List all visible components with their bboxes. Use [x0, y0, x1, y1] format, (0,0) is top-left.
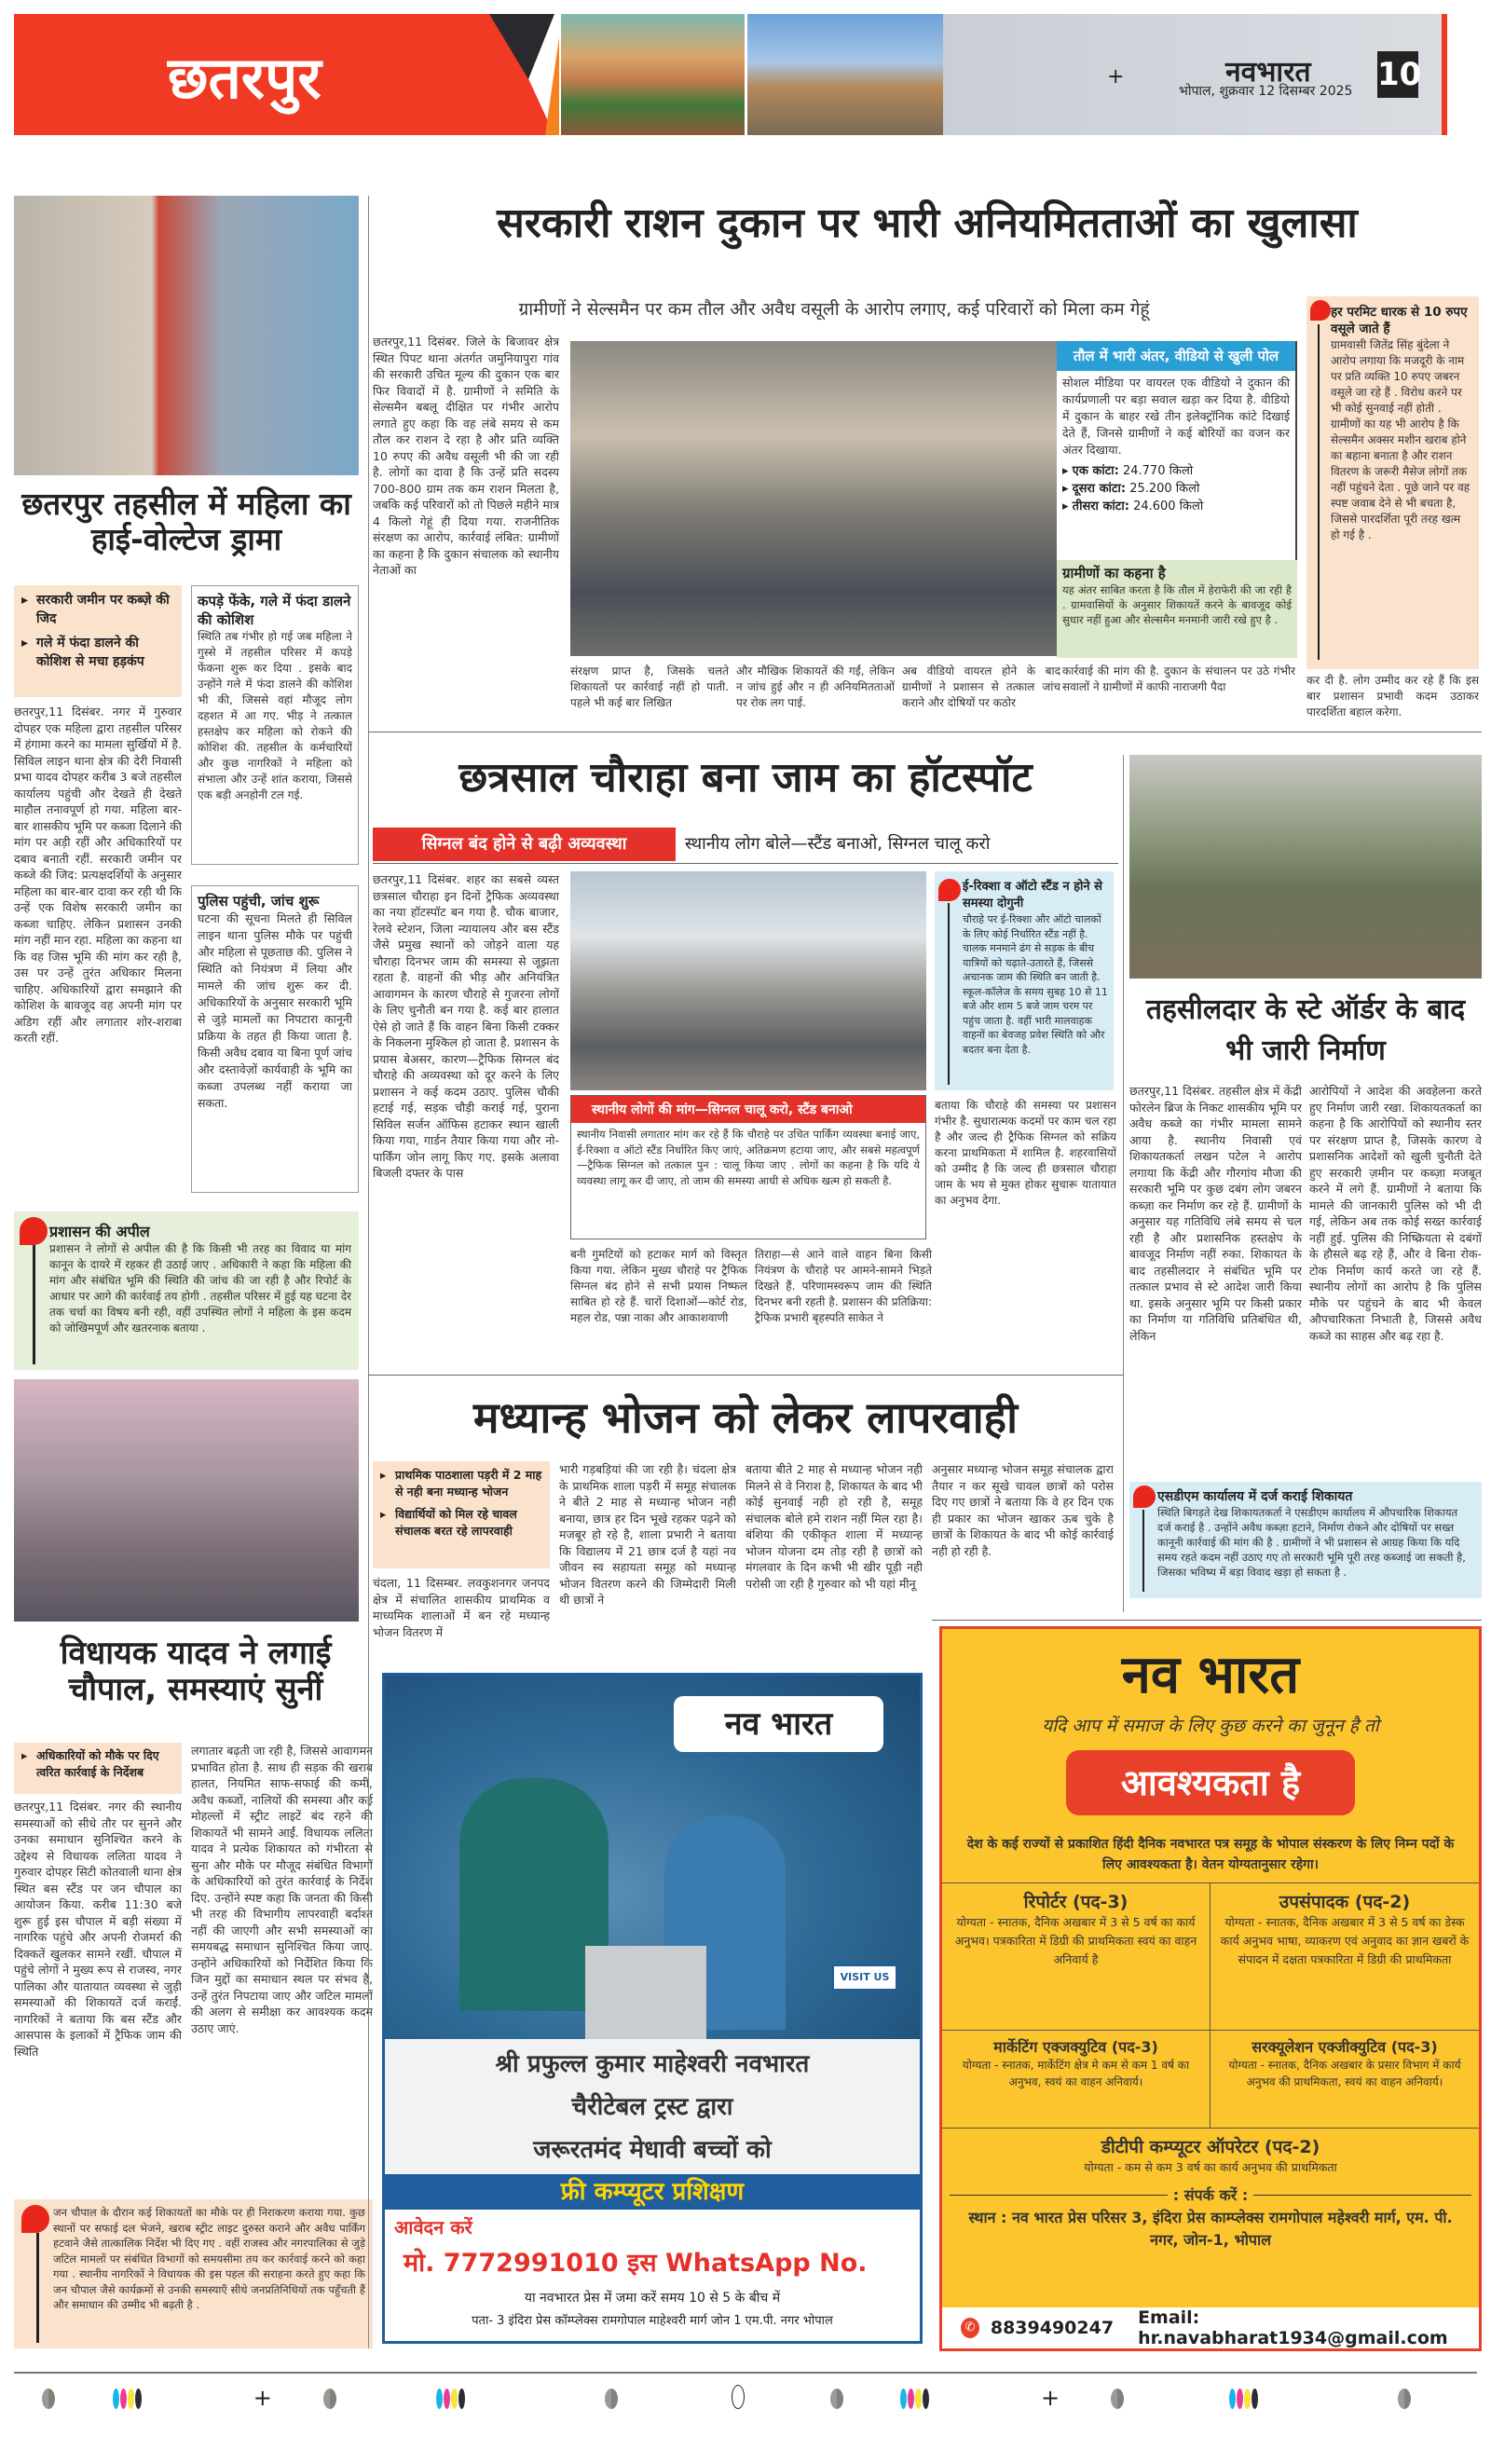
quote-rule	[948, 903, 950, 1085]
ration-body-3: और मौखिक शिकायतें की गईं, लेकिन न जांच हुई और न ही अनियमितताओं पर रोक लग पाई.	[736, 664, 895, 709]
tehsil-headline: छतरपुर तहसील में महिला का हाई-वोल्टेज ड्रामा	[21, 486, 351, 557]
reading-value: 24.770 किलो	[1122, 464, 1194, 478]
position-desc: योग्यता - स्नातक, मार्केटिंग क्षेत्र मे कम से कम 1 वर्ष का अनुभव, स्वयं का वाहन अनिवार्य।	[962, 2059, 1190, 2088]
column-rule	[1123, 755, 1124, 1612]
position-card	[942, 2031, 1211, 2129]
tehsil-photo	[14, 196, 359, 475]
position-title: रिपोर्टर (पद-3)	[1023, 1892, 1129, 1912]
position-desc: योग्यता - स्नातक, दैनिक अखबार के प्रसार विभाग में कार्य अनुभव की प्राथमिकता, स्वयं का वाहन अनिवार्य।	[1228, 2059, 1461, 2088]
traffic-side-box	[935, 871, 1114, 1090]
reading-row: ▸ एक कांटा: 24.770 किलो	[1062, 464, 1194, 478]
position-title: डीटीपी कम्प्यूटर ऑपरेटर (पद-2)	[1101, 2137, 1320, 2157]
masthead-edge	[1442, 14, 1447, 135]
bullet-item: ▸ गले में फंदा डालने की कोशिश से मचा हड़कंप	[21, 634, 174, 671]
position-title: मार्केटिंग एक्जक्युटिव (पद-3)	[993, 2038, 1158, 2056]
bullet-item: ▸ प्राथमिक पाठशाला पड़री में 2 माह से नही बना मध्यान्ह भोजन	[380, 1467, 542, 1500]
position-title: सरक्यूलेशन एक्जीक्युटिव (पद-3)	[1252, 2038, 1438, 2056]
registration-target-icon	[732, 2385, 745, 2409]
ad-logo: नव भारत	[1121, 1645, 1300, 1705]
traffic-body-1: छतरपुर,11 दिसंबर. शहर का सबसे व्यस्त छत्रसाल चौराहा इन दिनों ट्रैफिक अव्यवस्था का नया हॉटस्पॉट बन गया है. चौक बाजार, रेलवे स्टेशन, जिला न्यायालय और बस स्टैंड जैसे प्रमुख स्थानों को जोड़ने वाला यह चौराहा दिनभर जाम की समस्या से जूझता रहता है. वाहनों की भीड़ और अनियंत्रित आवागमन के कारण चौराहे से गुजरना लोगों के लिए चुनौती बन गया है. कई बार हालात ऐसे हो जाते हैं कि वाहन बिना किसी टक्कर के निकलना मुश्किल हो जाता है. प्रशासन के प्रयास बेअसर, कारण—ट्रैफिक सिग्नल बंद चौराहे की अव्यवस्था को दूर करने के लिए प्रशासन ने कई कदम उठाए. पुलिस चौकी हटाई गई, सड़क चौड़ी कराई गई, पुराना सिविल सर्जन ऑफिस हटाकर स्थान खाली किया गया, गार्डन तैयार किया गया और नो-पार्किंग जोन लागू किए गए. इसके अलावा बिजली दफ्तर के पास	[373, 872, 559, 1180]
contact-label: : संपर्क करें :	[1172, 2186, 1249, 2204]
ration-headline: सरकारी राशन दुकान पर भारी अनियमितताओं का खुलासा	[497, 199, 1358, 247]
print-registration-bar	[0, 2381, 1491, 2418]
masthead-background	[943, 14, 1442, 135]
bullet-item: ▸ सरकारी जमीन पर कब्ज़े की जिद	[21, 591, 174, 628]
position-desc: योग्यता - कम से कम 3 वर्ष का कार्य अनुभव की प्राथमिकता	[1084, 2160, 1337, 2174]
reading-label: दूसरा कांटा:	[1072, 482, 1127, 496]
box-title: हर परमिट धारक से 10 रुपए वसूले जाते हैं	[1331, 305, 1468, 336]
laptop-image	[585, 1946, 706, 2039]
midday-bullets	[373, 1461, 550, 1568]
registration-cross-icon: +	[253, 2385, 272, 2411]
contact-divider	[942, 2183, 1479, 2207]
registration-color-dot	[915, 2389, 922, 2409]
chaupal-bullet-box	[14, 1743, 182, 1794]
bullet-item: ▸ विद्यार्थियों को मिल रहे चावल संचालक बरत रहे लापरवाही	[380, 1506, 542, 1540]
traffic-photo	[570, 871, 926, 1090]
divider	[373, 863, 1118, 864]
quote-text: जन चौपाल के दौरान कई शिकायतों का मौके पर ही निराकरण कराया गया. कुछ स्थानों पर सफाई दल भेजने, खराब स्ट्रीट लाइट दुरुस्त कराने और अवैध पार्किंग हटवाने जैसे तात्कालिक निर्देश भी दिए गए . वहीं राजस्व और नगरपालिका से जुड़े जटिल मामलों पर संबंधित विभागों को समयसीमा तय कर कार्रवाई करने को कहा गया . स्थानीय नागरिकों ने विधायक की इस पहल की सराहना करते हुए कहा कि जन चौपाल जैसे कार्यक्रमों से उनकी समस्याएँ सीधे जनप्रतिनिधियों तक पहुँचती हैं और समाधान की उम्मीद भी बढ़ती है .	[53, 2206, 365, 2311]
address-info: पता- 3 इंदिरा प्रेस कॉम्प्लेक्स रामगोपाल माहेश्वरी मार्ग जोन 1 एम.पी. नगर भोपाल	[472, 2314, 833, 2328]
traffic-body-2: बनी गुमटियों को हटाकर मार्ग को विस्तृत किया गया. लेकिन मुख्य चौराहे पर ट्रैफिक सिग्नल बंद होने से सभी प्रयास निष्फल साबित हो रहे हैं. चारों दिशाओं—कोर्ट रोड, महल रोड, पन्ना नाका और आकाशवाणी	[570, 1248, 747, 1324]
tehsil-bullets	[14, 585, 182, 697]
midday-body-3: अनुसार मध्यान्ह भोजन समूह संचालक द्वारा तैयार न कर सूखे चावल छात्रों को परोस दिए गए छात्रों ने बताया कि वे हर दिन एक ही प्रकार का भोजन खाकर ऊब चुके है छात्रों के शिकायत के बाद भी कोई कार्रवाई नही हो रही है.	[932, 1462, 1114, 1558]
box-text: स्थानीय निवासी लगातार मांग कर रहे हैं कि चौराहे पर उचित पार्किंग व्यवस्था बनाई जाए, ई-रिक्शा व ऑटो स्टैंड निर्धारित किए जाएं, अतिक्रमण हटाया जाए, और सबसे महत्वपूर्ण—ट्रैफिक सिग्नल को तत्काल पुन : चालू किया जाए . लोगों का कहना है कि यदि ये व्यवस्था लागू कर दी जाए, तो जाम की समस्या आधी से अधिक खत्म हो सकती है.	[577, 1128, 920, 1187]
midday-headline: मध्यान्ह भोजन को लेकर लापरवाही	[473, 1392, 1018, 1443]
construction-sdm-box	[1129, 1482, 1482, 1598]
chaupal-headline: विधायक यादव ने लगाई चौपाल, समस्याएं सुनीं	[60, 1635, 332, 1709]
section-title: छतरपुर	[168, 44, 321, 112]
construction-body-1: छतरपुर,11 दिसंबर. तहसील क्षेत्र में केंद्री फोरलेन ब्रिज के निकट शासकीय भूमि पर अवैध कब्जे का गंभीर मामला सामने आया है. स्थानीय निवासी एवं शिकायतकर्ता लखन पटेल ने आरोप लगाया कि केंद्री और गौरगांय मौजा की सरकारी भूमि पर कुछ दबंग लोग जबरन कब्ज़ा कर निर्माण कर रहे हैं. ग्रामीणों के अनुसार यह गतिविधि लंबे समय से चल रही है और प्रशासनिक हस्तक्षेप के बावजूद निर्माण नहीं रुका. शिकायत के बाद तहसीलदार ने संबंधित भूमि पर तत्काल प्रभाव से स्टे आदेश जारी किया था. इसके अनुसार भूमि पर किसी प्रकार का निर्माण या गतिविधि प्रतिबंधित थी, लेकिन	[1129, 1084, 1302, 1343]
registration-color-dot	[436, 2389, 443, 2409]
box-text: यह अंतर साबित करता है कि तौल में हेराफेरी की जा रही है . ग्रामवासियों के अनुसार शिकायतें करने के बावजूद कोई सुधार नहीं हुआ और सेल्समैन मनमानी जारी रखे हुए है .	[1062, 583, 1292, 626]
box-text: सोशल मीडिया पर वायरल एक वीडियो ने दुकान की कार्यप्रणाली पर बड़ा सवाल खड़ा कर दिया है. वीडियो में दुकान के बाहर रखे तीन इलेक्ट्रॉनिक कांटे दिखाई देते हैं, जिनसे ग्रामीणों ने कई बोरियों का वजन कर अंतर दिखाया.	[1062, 376, 1290, 457]
position-desc: योग्यता - स्नातक, दैनिक अखबार में 3 से 5 वर्ष का कार्य अनुभव। पत्रकारिता में डिग्री की प्राथमिकता स्वयं का वाहन अनिवार्य है	[954, 1915, 1197, 1966]
ad-line-3: जरूरतमंद मेधावी बच्चों को	[533, 2136, 772, 2164]
positions-grid	[942, 1882, 1479, 2129]
traffic-body-4: बताया कि चौराहे की समस्या पर प्रशासन गंभीर है. सुधारात्मक कदमों पर काम चल रहा है और जल्द ही ट्रैफिक सिग्नल को सक्रिय करना प्राथमिकता में शामिल है. शहरवासियों को उम्मीद है कि जल्द ही छत्रसाल चौराहा जाम के भय से मुक्त होकर सुचारू यातायात का अनुभव देगा.	[935, 1099, 1116, 1207]
quote-rule	[1318, 324, 1320, 660]
column-rule	[368, 196, 369, 2348]
position-desc: योग्यता - स्नातक, दैनिक अखबार में 3 से 5 वर्ष का डेस्क कार्य अनुभव भाषा, व्याकरण एवं अनुवाद का ज्ञान खबरों के संपादन में दक्षता पत्रकारिता में डिग्री की प्राथमिकता	[1220, 1915, 1470, 1966]
scale-readings	[1057, 462, 1295, 515]
rule	[950, 2195, 1168, 2196]
dateline: भोपाल, शुक्रवार 12 दिसम्बर 2025	[1179, 84, 1353, 99]
chaupal-body-2: लगातार बढ़ती जा रही है, जिससे आवागमन प्रभावित होता है. साथ ही सड़क की खराब हालत, नियमित साफ-सफाई की कमी, अवैध कब्जों, नालियों की समस्या और कई मोहल्लों में स्ट्रीट लाइटें बंद रहने की शिकायतें भी सामने आईं. विधायक ललिता यादव ने प्रत्येक शिकायत को गंभीरता से सुना और मौके पर मौजूद संबंधित विभागों के अधिकारियों को तुरंत कार्रवाई के निर्देश दिए. उन्होंने स्पष्ट कहा कि जनता की किसी भी तरह की विभागीय लापरवाही बर्दाश्त नहीं की जाएगी और सभी समस्याओं का समयबद्ध समाधान सुनिश्चित किया जाए. उन्होंने अधिकारियों को निर्देशित किया कि जिन मुद्दों का समाधान स्थल पर संभव है, उन्हें तुरंत निपटाया जाए और जटिल मामलों की अलग से समीक्षा कर आवश्यक कदम उठाए जाएं.	[191, 1744, 373, 2035]
rule	[1253, 2195, 1471, 2196]
ration-subhead: ग्रामीणों ने सेल्समैन पर कम तौल और अवैध वसूली के आरोप लगाए, कई परिवारों को मिला कम गेहूं	[518, 299, 1150, 320]
reading-row: ▸ दूसरा कांटा: 25.200 किलो	[1062, 482, 1200, 496]
quote-rule	[33, 1245, 35, 1364]
contact-location: स्थान : नव भारत प्रेस परिसर 3, इंदिरा प्रेस काम्प्लेक्स रामगोपाल महेश्वरी मार्ग, एम. पी. नगर, जोन-1, भोपाल	[968, 2209, 1453, 2249]
phone-icon: ✆	[961, 2318, 979, 2338]
box-title: ई-रिक्शा व ऑटो स्टैंड न होने से समस्या दोगुनी	[963, 880, 1102, 910]
registration-color-dot	[923, 2389, 929, 2409]
ration-body-4: अब वीडियो वायरल होने के बाद ग्रामीणों ने प्रशासन से तत्काल जांच कराने और दोषियों पर कठोर	[902, 664, 1060, 709]
registration-gray-dot	[605, 2389, 618, 2409]
construction-body-2: आरोपियों ने आदेश की अवहेलना करते हुए निर्माण जारी रखा. शिकायतकर्ता का कहना है कि आरोपियों को स्थानीय स्तर पर संरक्षण प्राप्त है, जिसके कारण वे प्रशासनिक आदेशों को खुली चुनौती देते हुए सरकारी ज़मीन पर कब्ज़ा मजबूत करने में लगे हैं. ग्रामीणों ने बताया कि मामले की जानकारी पुलिस को भी दी गई, लेकिन अब तक कोई सख्त कार्रवाई नहीं हुई. पुलिस की निष्क्रियता से दबंगों के हौसले बढ़ रहे हैं, और वे बिना रोक-टोक निर्माण कार्य करते जा रहे हैं. स्थानीय लोगों का आरोप है कि पुलिस मौके पर पहुंचने के बाद भी केवल औपचारिकता निभाती है, जिससे अवैध कब्जे का साहस और बढ़ रहा है.	[1309, 1084, 1482, 1343]
box-text: स्थिति तब गंभीर हो गई जब महिला ने गुस्से में तहसील परिसर में कपड़े फेंकना शुरू कर दिया . इसके बाद उन्होंने गले में फंदा डालने की कोशिश भी की, जिससे वहां मौजूद लोग दहशत में आ गए. भीड़ ने तत्काल हस्तक्षेप कर महिला को रोकने की कोशिश की. तहसील के कर्मचारियों और कुछ नागरिकों ने महिला को संभाला और उन्हें शांत कराया, जिससे एक बड़ी अनहोनी टल गई.	[198, 630, 352, 801]
registration-color-dot	[908, 2389, 914, 2409]
ration-body-6: कर दी है. लोग उम्मीद कर रहे हैं कि इस बार प्रशासन प्रभावी कदम उठाकर पारदर्शिता बहाल करेगा.	[1306, 674, 1479, 719]
registration-gray-dot	[323, 2389, 336, 2409]
position-card	[1211, 1883, 1479, 2031]
box-text: प्रशासन ने लोगों से अपील की है कि किसी भी तरह का विवाद या मांग कानून के दायरे में रहकर ही उठाई जाए . अधिकारी ने कहा कि महिला की मांग और संबंधित भूमि की स्थिति की जांच की जा रही है और रिपोर्ट के आधार पर आगे की कार्रवाई तय होगी . तहसील परिसर में हुई यह घटना देर तक चर्चा का विषय बनी रही, वहीं उपस्थित लोगों ने महिला के इस कदम को जोखिमपूर्ण और खतरनाक बताया .	[49, 1242, 351, 1335]
position-card	[942, 1883, 1211, 2031]
traffic-subhead: स्थानीय लोग बोले—स्टैंड बनाओ, सिग्नल चालू करो	[685, 834, 991, 854]
ad-line-2: चैरीटेबल ट्रस्ट द्वारा	[571, 2093, 733, 2121]
registration-mark-icon: +	[1107, 65, 1125, 89]
construction-headline: तहसीलदार के स्टे ऑर्डर के बाद भी जारी निर्माण	[1145, 993, 1466, 1067]
registration-gray-dot	[1398, 2389, 1411, 2409]
tehsil-appeal-box	[14, 1211, 359, 1370]
temple-photo	[747, 14, 943, 135]
page-number: 10	[1377, 51, 1418, 98]
midday-body-1: भारी गड़बड़ियां की जा रही है। चंदला क्षेत्र के प्राथमिक शाला पड़री में समूह संचालक ने बीते 2 माह से मध्यान्ह भोजन नही बनाया, छात्र हर दिन भूखे रहकर पढ़ने को मजबूर हो रहे है, शाला प्रभारी ने बताया कि विद्यालय में 21 छात्र दर्ज है यहां नव जीवन स्व सहायता समूह को मध्यान्ह भोजन वितरण करने की जिम्मेदारी मिली थी छात्रों ने	[559, 1462, 736, 1607]
page-bottom-rule	[14, 2372, 1477, 2374]
whatsapp-number[interactable]: मो. 7772991010 इस WhatsApp No.	[404, 2249, 868, 2278]
chaupal-quote-box	[14, 2199, 373, 2348]
ad-trust-text	[385, 2039, 920, 2174]
traffic-headline: छत्रसाल चौराहा बना जाम का हॉटस्पॉट	[458, 754, 1033, 801]
training-ad[interactable]	[382, 1673, 923, 2344]
registration-color-dot	[120, 2389, 127, 2409]
quote-icon	[1310, 300, 1331, 321]
apply-label: आवेदन करें	[394, 2216, 472, 2238]
box-title: कपड़े फेंके, गले में फंदा डालने की कोशिश	[198, 593, 351, 628]
box-title: तौल में भारी अंतर, वीडियो से खुली पोल	[1057, 341, 1295, 371]
registration-color-dot	[444, 2389, 450, 2409]
chaupal-photo	[14, 1379, 359, 1622]
divider	[368, 1375, 1123, 1376]
contact-email[interactable]: Email: hr.navabharat1934@gmail.com	[1138, 2307, 1448, 2348]
registration-color-dot	[1229, 2389, 1236, 2409]
box-title: स्थानीय लोगों की मांग—सिग्नल चालू करो, स्टैंड बनाओ	[571, 1096, 925, 1123]
registration-color-dot	[135, 2389, 142, 2409]
quote-icon	[21, 2205, 49, 2233]
quote-icon	[1133, 1485, 1156, 1508]
registration-color-dot	[113, 2389, 119, 2409]
reading-row: ▸ तीसरा कांटा: 24.600 किलो	[1062, 500, 1204, 513]
registration-cross-icon: +	[1040, 2385, 1060, 2411]
traffic-body-3: तिराहा—से आने वाले वाहन बिना किसी नियंत्रण के चौराहे पर आमने-सामने भिड़ते दिखते हैं. परिणामस्वरूप जाम की स्थिति दिनभर बनी रहती है. प्रशासन की प्रतिक्रिया: ट्रैफिक प्रभारी बृहस्पति साकेत ने	[755, 1248, 932, 1324]
ad-line-1: श्री प्रफुल्ल कुमार माहेश्वरी नवभारत	[495, 2050, 810, 2078]
position-card	[1211, 2031, 1479, 2129]
midday-body-2: बताया बीते 2 माह से मध्यान्ह भोजन नही मिलने से वे निराश है, शिकायत के बाद भी कोई सुनवाई नही हो रही है, समूह संचालक बोले हमे राशन नहीं मिल रहा है। बंशिया की एकीकृत शाला में मध्यान्ह भोजन योजना दम तोड़ रही है छात्रों को मंगलवार के दिन कभी भी खीर पूड़ी नही परोसी जा रही है गुरुवार को भी यहां मीनू	[746, 1462, 923, 1591]
reading-value: 25.200 किलो	[1129, 482, 1200, 496]
box-title: एसडीएम कार्यालय में दर्ज कराई शिकायत	[1157, 1489, 1353, 1504]
position-title: उपसंपादक (पद-2)	[1279, 1892, 1411, 1912]
submit-info: या नवभारत प्रेस में जमा करें समय 10 से 5 के बीच में	[524, 2291, 781, 2306]
contact-phone[interactable]: 8839490247	[990, 2318, 1115, 2338]
brand-logo: नवभारत	[1225, 56, 1311, 89]
construction-photo	[1129, 755, 1482, 979]
tehsil-box-police	[191, 885, 359, 1193]
reading-label: एक कांटा:	[1072, 464, 1119, 478]
divider	[932, 1620, 1482, 1621]
registration-color-dot	[1244, 2389, 1251, 2409]
ad-banner: फ्री कम्प्यूटर प्रशिक्षण	[385, 2174, 920, 2210]
registration-gray-dot	[1111, 2389, 1124, 2409]
ration-side-box	[1306, 296, 1479, 669]
ration-green-box	[1057, 560, 1297, 658]
ad-logo: नव भारत	[674, 1696, 883, 1752]
box-text: स्थिति बिगड़ते देख शिकायतकर्ता ने एसडीएम कार्यालय में औपचारिक शिकायत दर्ज कराई है . उन्होंने अवैध कब्ज़ा हटाने, निर्माण रोकने और दोषियों पर सख्त कानूनी कार्रवाई की मांग की है . ग्रामीणों ने भी प्रशासन से आग्रह किया कि यदि समय रहते कदम नहीं उठाए गए तो सरकारी भूमि पूरी तरह कब्जाई जा सकती है, जिसका भविष्य में बड़ा विवाद खड़ा हो सकता है .	[1157, 1506, 1466, 1579]
box-title: पुलिस पहुंची, जांच शुरू	[198, 892, 352, 910]
midday-body-0: चंदला, 11 दिसम्बर. लवकुशनगर जनपद क्षेत्र में संचालित शासकीय प्राथमिक व माध्यमिक शालाओं में बन रहे मध्यान्ह भोजन वितरण में	[373, 1576, 550, 1639]
contact-bar	[942, 2307, 1479, 2348]
registration-color-dot	[900, 2389, 907, 2409]
reading-value: 24.600 किलो	[1133, 500, 1204, 513]
quote-rule	[36, 2233, 39, 2343]
ration-body-1: छतरपुर,11 दिसंबर. जिले के बिजावर क्षेत्र स्थित पिपट थाना अंतर्गत जमुनियापुरा गांव की सरकारी उचित मूल्य की दुकान एक बार फिर विवादों में है. ग्रामीणों ने समिति के सेल्समैन बबलू दीक्षित पर गंभीर आरोप लगाते हुए कहा कि वह लंबे समय से कम तौल कर राशन दे रहा है और प्रति व्यक्ति 10 रुपए की अवैध वसूली भी की जा रही है. लोगों का दावा है कि उन्हें प्रति सदस्य 700-800 ग्राम तक कम राशन मिलता है, जबकि कई परिवारों को तो पिछले महीने मात्र 4 किलो गेहूं ही दिया गया. राजनीतिक संरक्षण का आरोप, कार्रवाई लंबित: ग्रामीणों का कहना है कि दुकान संचालक को स्थानीय नेताओं का	[373, 335, 559, 577]
quote-icon	[938, 879, 961, 901]
registration-gray-dot	[42, 2389, 55, 2409]
box-title: ग्रामीणों का कहना है	[1062, 565, 1166, 582]
registration-color-dot	[1237, 2389, 1243, 2409]
quote-icon	[20, 1217, 48, 1245]
position-card	[942, 2129, 1479, 2183]
registration-color-dot	[451, 2389, 458, 2409]
visit-us-badge: VISIT US	[832, 1964, 897, 1991]
box-title: प्रशासन की अपील	[49, 1223, 150, 1240]
registration-color-dot	[1252, 2389, 1258, 2409]
ration-blue-box	[1057, 341, 1297, 560]
traffic-red-tag: सिग्नल बंद होने से बढ़ी अव्यवस्था	[373, 828, 676, 861]
quote-rule	[1142, 1510, 1144, 1592]
registration-color-dot	[458, 2389, 465, 2409]
box-text: घटना की सूचना मिलते ही सिविल लाइन थाना पुलिस मौके पर पहुंची और महिला से पूछताछ की. पुलिस ने स्थिति को नियंत्रण में लिया और मामले की जांच शुरू कर दी. अधिकारियों के अनुसार सरकारी भूमि से जुड़े मामलों का निपटारा कानूनी प्रक्रिया के तहत ही किया जाता है. किसी अवैध दबाव या बिना पूर्ण जांच और दस्तावेज़ों कार्यवाही के भूमि का कब्जा उपलब्ध नहीं कराया जा सकता.	[198, 911, 352, 1110]
reading-label: तीसरा कांटा:	[1072, 500, 1129, 513]
registration-gray-dot	[830, 2389, 843, 2409]
registration-color-dot	[128, 2389, 134, 2409]
ration-body-2: संरक्षण प्राप्त है, जिसके चलते शिकायतों पर कार्रवाई नहीं हो पाती. पहले भी कई बार लिखित	[570, 664, 729, 709]
ration-photo	[570, 341, 1057, 656]
chaupal-body-1: छतरपुर,11 दिसंबर. नगर की स्थानीय समस्याओं को सीधे तौर पर सुनने और उनका समाधान सुनिश्चित करने के उद्देश्य से विधायक ललिता यादव ने गुरुवार दोपहर सिटी कोतवाली थाना क्षेत्र स्थित बस स्टैंड पर जन चौपाल का आयोजन किया. करीब 11:30 बजे शुरू हुई इस चौपाल में बड़ी संख्या में नागरिक पहुंचे और अपनी रोजमर्रा की दिक्कतें खुलकर सामने रखीं. चौपाल में पहुंचे लोगों ने मुख्य रूप से राजस्व, नगर पालिका और यातायात व्यवस्था से जुड़ी समस्याओं की शिकायतें दर्ज कराईं. नागरिकों ने बताया कि बस स्टैंड और आसपास के इलाकों में ट्रैफिक जाम की स्थिति	[14, 1800, 182, 2059]
ad-call-bubble: आवश्यकता है	[1066, 1750, 1355, 1815]
ad-intro: देश के कई राज्यों से प्रकाशित हिंदी दैनिक नवभारत पत्र समूह के भोपाल संस्करण के लिए निम्न पदों के लिए आवश्यकता है। वेतन योग्यतानुसार रहेगा।	[966, 1837, 1455, 1872]
palace-photo	[561, 14, 745, 135]
box-text: ग्रामवासी जितेंद्र सिंह बुंदेला ने आरोप लगाया कि मजदूरी के नाम पर प्रति व्यक्ति 10 रुपए जबरन वसूले जा रहे हैं . विरोध करने पर भी कोई सुनवाई नहीं होती . ग्रामीणों का यह भी आरोप है कि सेल्समैन अक्सर मशीन खराब होने का बहाना बनाता है और राशन वितरण के जरूरी मैसेज लोगों तक नहीं पहुंचने देता . पूछे जाने पर वह स्पष्ट जवाब देने से भी बचता है, जिससे पारदर्शिता पूरी तरह खत्म हो गई है .	[1331, 338, 1470, 541]
tehsil-box-clothes	[191, 585, 359, 865]
bullet-item: ▸ अधिकारियों को मौके पर दिए त्वरित कार्रवाई के निर्देशब	[21, 1747, 174, 1781]
box-text: चौराहे पर ई-रिक्शा और ऑटो चालकों के लिए कोई निर्धारित स्टैंड नहीं है. चालक मनमाने ढंग से सड़क के बीच यात्रियों को चढ़ाते-उतारते हैं, जिससे अचानक जाम की स्थिति बन जाती है. स्कूल-कॉलेज के समय सुबह 10 से 11 बजे और शाम 5 बजे जाम चरम पर पहुंच जाता है. वहीं भारी मालवाहक वाहनों का बेवजह प्रवेश स्थिति को और बदतर बना देता है.	[963, 913, 1108, 1056]
tehsil-body: छतरपुर,11 दिसंबर. नगर में गुरुवार दोपहर एक महिला द्वारा तहसील परिसर में हंगामा करने का मामला सुर्खियों में है. सिविल लाइन थाना क्षेत्र की देरी निवासी प्रभा यादव दोपहर करीब 3 बजे तहसील कार्यालय पहुंची और देखते ही देखते माहौल तनावपूर्ण हो गया. महिला बार-बार शासकीय भूमि पर कब्जा दिलाने की मांग पर अड़ी रहीं और अधिकारियों पर दबाव बनाती रहीं. सरकारी जमीन पर कब्जे की जिद: प्रत्यक्षदर्शियों के अनुसार महिला का बार-बार दावा कर रही थी कि उन्हें एक विशेष सरकारी जमीन का कब्जा चाहिए. लेकिन प्रशासन उनकी मांग नहीं मान रहा. महिला का कहना था कि वह जिस भूमि की मांग कर रही है, उस पर उन्हें तुरंत अधिकार मिलना चाहिए. अधिकारियों द्वारा समझाने की कोशिश के बावजूद वह अपनी मांग पर अडिग रहीं और लगातार शोर-शराबा करती रहीं.	[14, 705, 182, 1045]
jobs-ad[interactable]	[939, 1626, 1482, 2351]
traffic-demand-box	[570, 1095, 926, 1239]
ad-tagline: यदि आप में समाज के लिए कुछ करने का जुनून है तो	[1042, 1716, 1379, 1736]
ration-body-5: कार्रवाई की मांग की है. दुकान के संचालन पर उठे गंभीर सवालों ने ग्रामीणों में काफी नाराजगी पैदा	[1062, 664, 1295, 693]
